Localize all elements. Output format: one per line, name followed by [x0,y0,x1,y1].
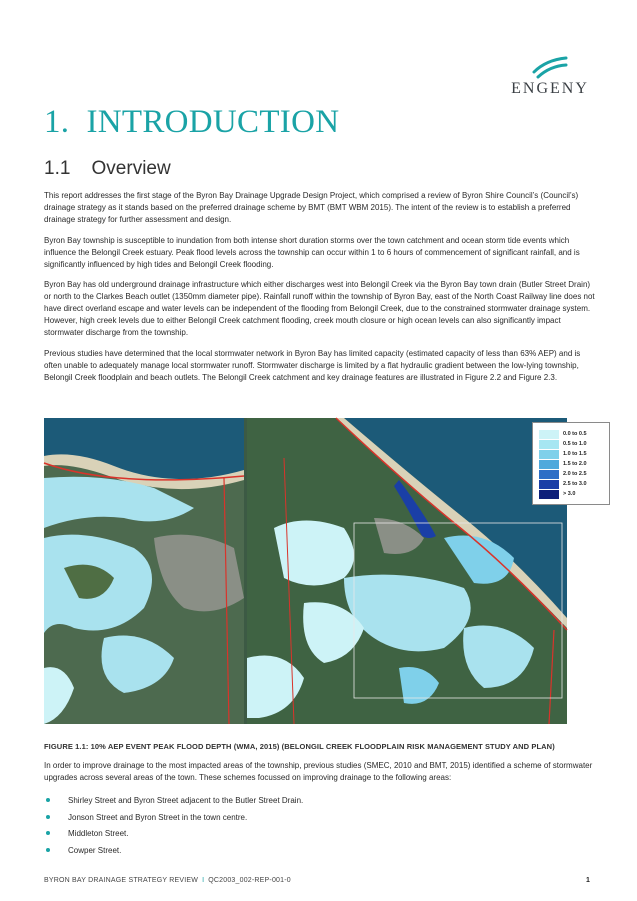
list-item: Cowper Street. [44,845,303,862]
figure-caption: FIGURE 1.1: 10% AEP EVENT PEAK FLOOD DEPTH (WMA, 2015) (BELONGIL CREEK FLOODPLAIN RISK MANAGEMENT STUDY AND PLAN) [44,742,555,751]
paragraph-5: In order to improve drainage to the most impacted areas of the township, previous studies (SMEC, 2010 and BMT, 2015) identified a scheme of stormwater upgrades across several areas of the town. These schemes focussed on improving drainage to the following areas: [44,761,593,782]
list-item: Shirley Street and Byron Street adjacent to the Butler Street Drain. [44,795,303,812]
legend-label: 0.0 to 0.5 [563,431,587,437]
footer-separator: I [202,877,205,884]
legend-swatch [539,470,559,479]
legend-item [539,469,605,479]
paragraph-3: Byron Bay has old underground drainage infrastructure which either discharges west into Belongil Creek via the Byron Bay town drain (Butler Street Drain) or north to the Clarkes Beach outlet (1350mm diameter pipe). Rainfall runoff within the township of Byron Bay, east of the North Coast Railway line does not have direct overland escape and water levels can be independent of the flooding from Belongil Creek, due to the constrained stormwater drainage system. However, high creek levels due to either Belongil Creek catchment flooding, creek mouth closure or high ocean levels can also significantly impact stormwater discharge from the township. [44,280,595,338]
legend-swatch [539,450,559,459]
footer-doc-code: QC2003_002-REP-001-0 [208,877,291,884]
page-number: 1 [586,877,590,884]
map-legend [532,422,610,505]
legend-label: 1.5 to 2.0 [563,461,587,467]
paragraph-1: This report addresses the first stage of the Byron Bay Drainage Upgrade Design Project, which comprised a review of Byron Shire Council’s (Council’s) drainage strategy as it stands based on the preferred drainage scheme by BMT (BMT WBM 2015). The intent of the review is to establish a preferred drainage strategy for further assessment and design. [44,191,579,224]
list-item: Jonson Street and Byron Street in the town centre. [44,812,303,829]
paragraph-2: Byron Bay township is susceptible to inundation from both intense short duration storms over the town catchment and ocean storm tide events which influence the Belongil Creek estuary. Peak flood levels across the township can occur within 1 to 6 hours of commencement of significant rainfall, and is significantly influenced by high tides and Belongil Creek flooding. [44,235,580,269]
paragraph-4: Previous studies have determined that the local stormwater network in Byron Bay has limited capacity (estimated capacity of less than 63% AEP) and is often unable to adequately manage local stormwater runoff. Stormwater discharge is limited by a flat hydraulic gradient between the low-lying township, Belongil Creek floodplain and beach outlets. The Belongil Creek catchment and key drainage features are illustrated in Figure 2.2 and Figure 2.3. [44,348,581,382]
company-logo [508,54,592,98]
legend-swatch [539,480,559,489]
legend-swatch [539,460,559,469]
legend-item [539,459,605,469]
legend-label: > 3.0 [563,491,576,497]
legend-label: 0.5 to 1.0 [563,441,587,447]
legend-item [539,439,605,449]
body-text [44,190,596,393]
subsection-heading: 1.1 Overview [44,158,171,179]
footer [44,877,291,884]
legend-swatch [539,440,559,449]
legend-item [539,489,605,499]
flood-depth-map [44,418,587,724]
logo-text: ENGENY [511,80,589,97]
legend-swatch [539,430,559,439]
legend-item [539,429,605,439]
legend-label: 2.0 to 2.5 [563,471,587,477]
logo-wave-icon [532,54,568,80]
drainage-areas-list [44,795,303,861]
legend-item [539,449,605,459]
footer-title: BYRON BAY DRAINAGE STRATEGY REVIEW [44,877,199,884]
section-heading: 1. INTRODUCTION [44,104,340,140]
list-item: Middleton Street. [44,828,303,845]
body-text-after-figure [44,760,596,784]
legend-label: 1.0 to 1.5 [563,451,587,457]
legend-swatch [539,490,559,499]
map-image [44,418,567,724]
legend-item [539,479,605,489]
legend-label: 2.5 to 3.0 [563,481,587,487]
